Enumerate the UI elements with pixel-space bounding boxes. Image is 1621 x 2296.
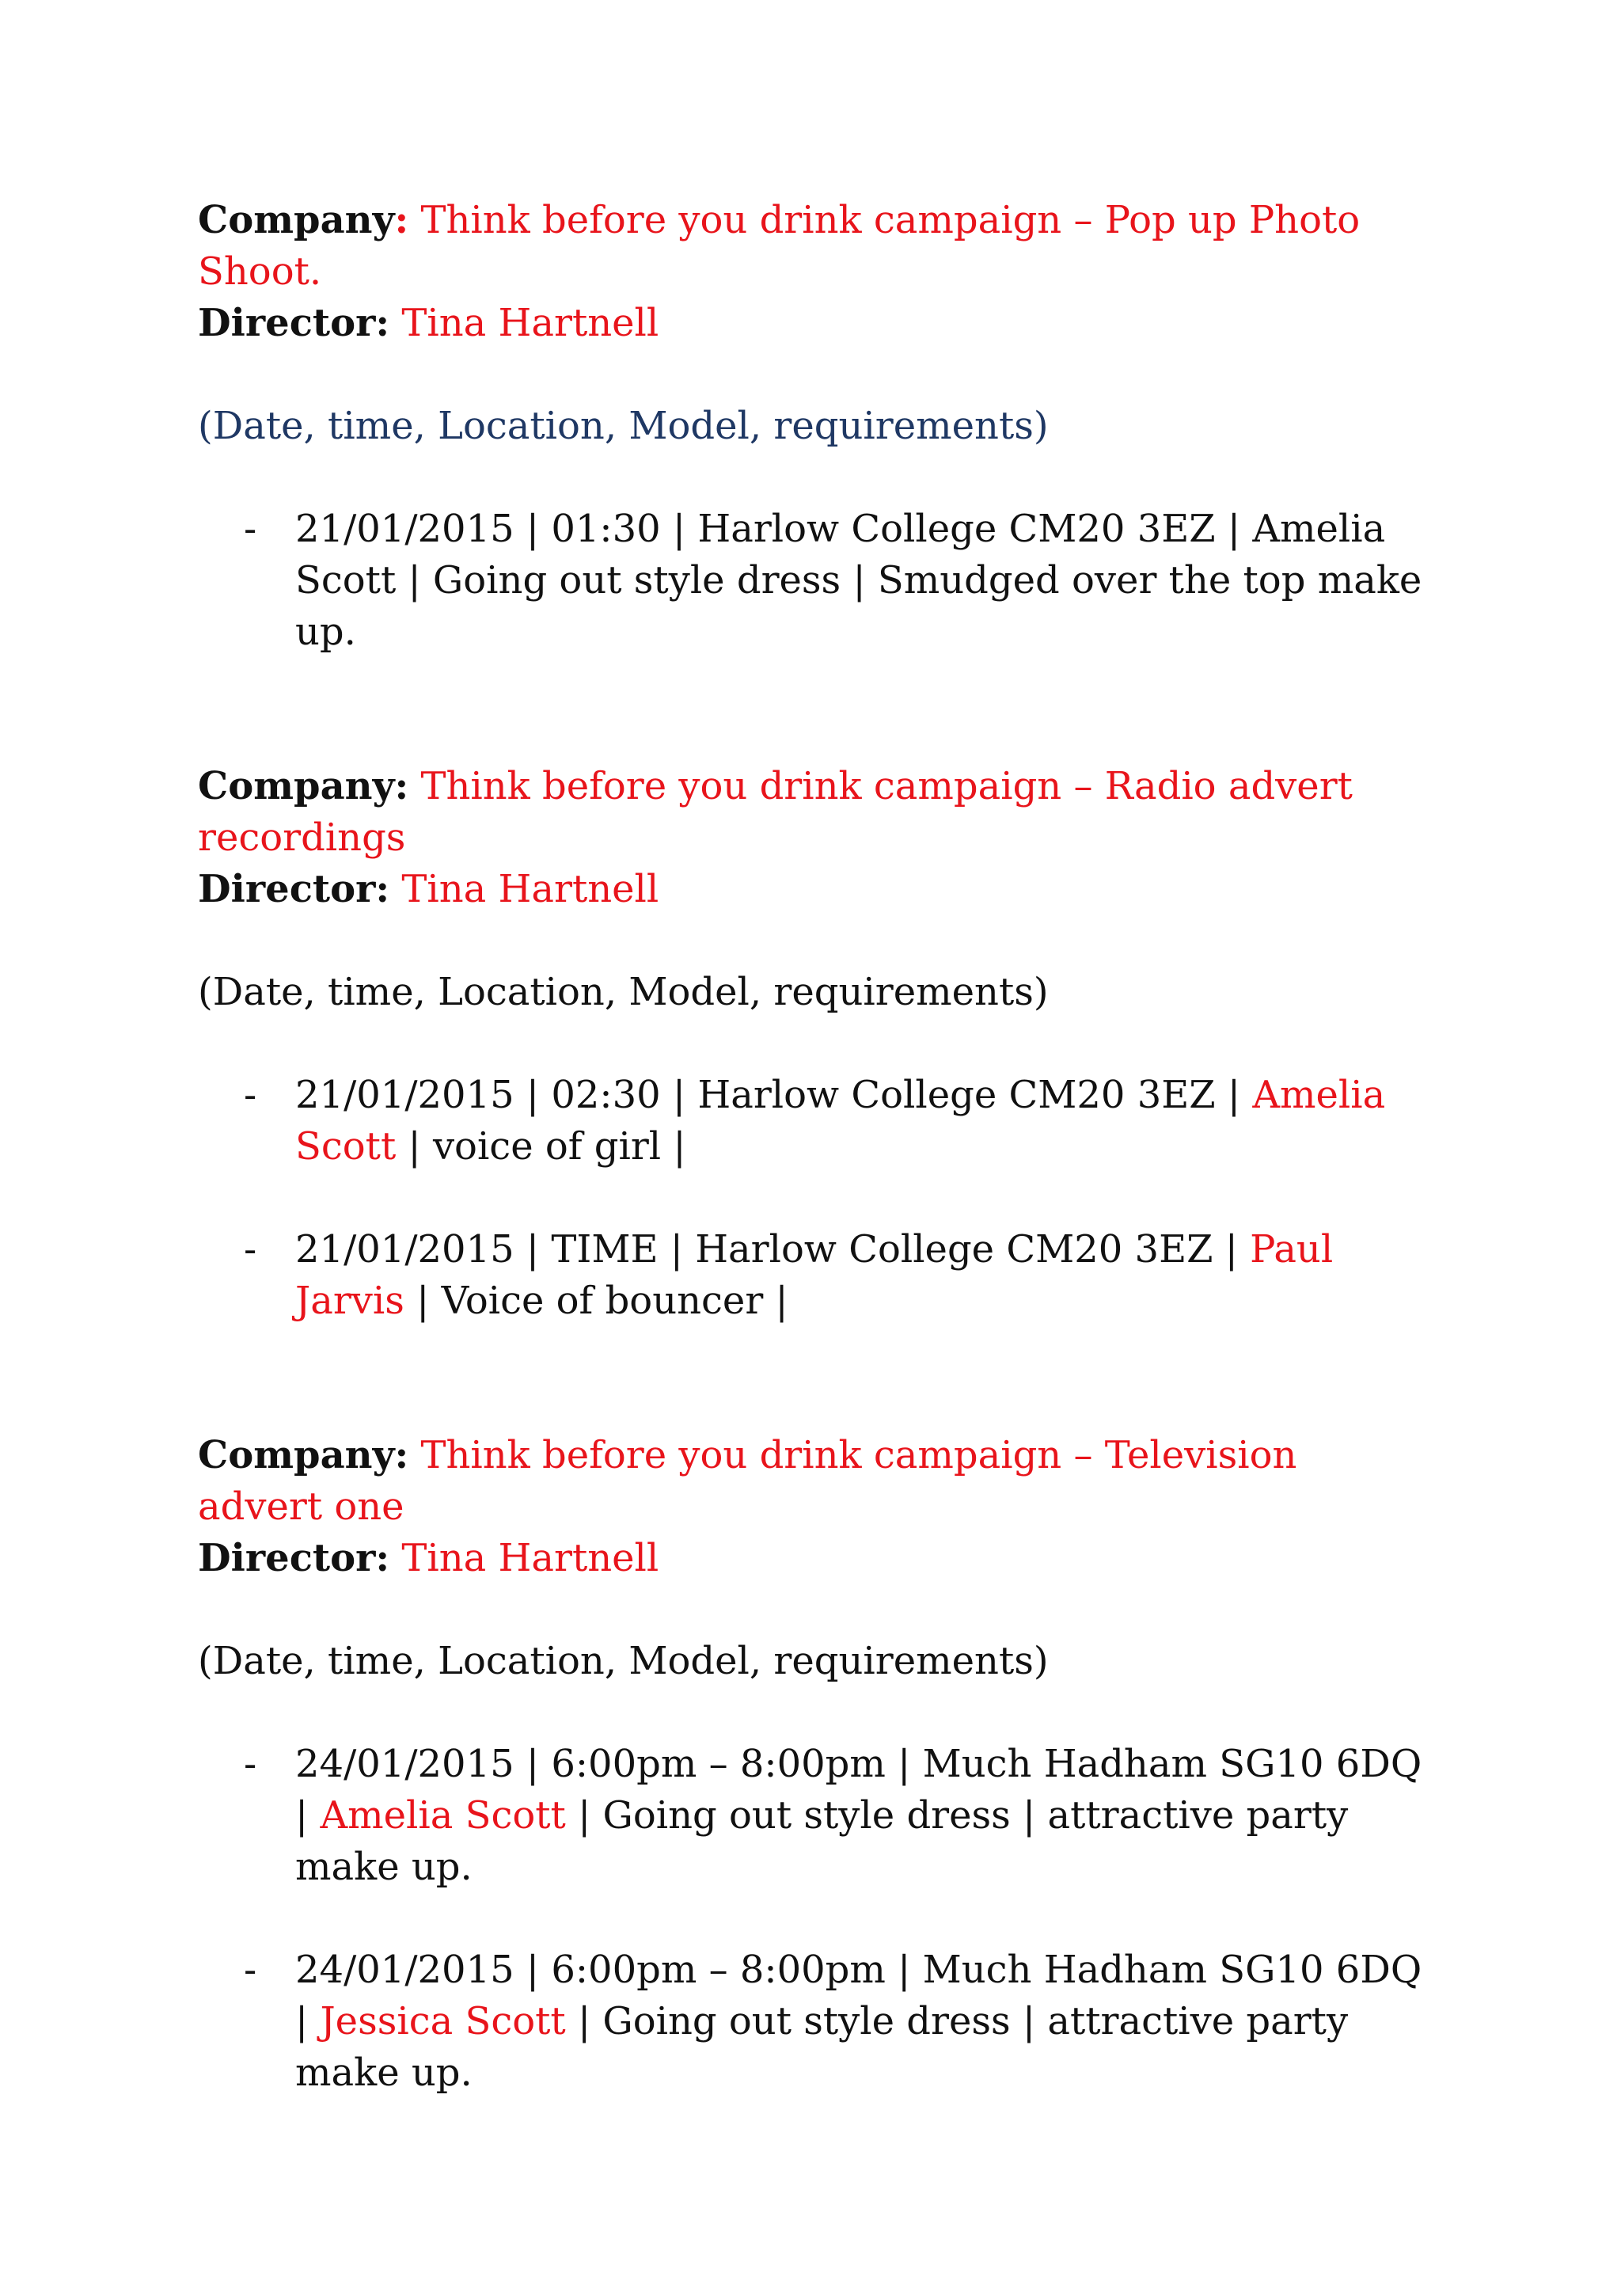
director-label: Director: <box>198 1536 390 1580</box>
list-item <box>198 1944 1433 2099</box>
director-line <box>198 298 1433 349</box>
entry-text: 24/01/2015 | 6:00pm – 8:00pm | Much Hadham SG10 6DQ | <box>295 1742 1422 1838</box>
list-dash: - <box>244 1742 257 1786</box>
list-dash: - <box>244 507 257 551</box>
list-item <box>198 1224 1433 1327</box>
company-line <box>198 195 1433 298</box>
document-body <box>198 195 1433 2099</box>
booking-section <box>198 195 1433 658</box>
director-line <box>198 864 1433 915</box>
list-item <box>198 1739 1433 1893</box>
company-value: Think before you drink campaign – Pop up Photo Shoot. <box>198 198 1361 294</box>
company-line <box>198 1430 1433 1533</box>
company-line <box>198 761 1433 864</box>
director-value: Tina Hartnell <box>389 867 659 911</box>
entry-text: 21/01/2015 | TIME | Harlow College CM20 3EZ | <box>295 1227 1251 1272</box>
fields-note: (Date, time, Location, Model, requirements) <box>198 1639 1049 1683</box>
entry-text: 21/01/2015 | 01:30 | Harlow College CM20 3EZ | Amelia Scott | Going out style dress | Smudged over the top make up. <box>295 507 1422 654</box>
company-value: Think before you drink campaign – Television advert one <box>198 1433 1297 1529</box>
company-value: Think before you drink campaign – Radio advert recordings <box>198 764 1353 860</box>
list-dash: - <box>244 1948 257 1992</box>
booking-section <box>198 761 1433 1327</box>
company-colon: : <box>394 198 409 242</box>
entry-text: 24/01/2015 | 6:00pm – 8:00pm | Much Hadham SG10 6DQ | <box>295 1948 1422 2043</box>
model-name: Jessica Scott <box>320 1999 566 2043</box>
fields-note: (Date, time, Location, Model, requirements) <box>198 970 1049 1014</box>
entry-requirements: | Going out style dress | attractive party make up. <box>295 1793 1349 1889</box>
entry-requirements: | Voice of bouncer | <box>404 1279 788 1323</box>
entry-list <box>198 1739 1433 2099</box>
company-label: Company <box>198 198 395 242</box>
model-name: Amelia Scott <box>295 1073 1386 1169</box>
list-item <box>198 504 1433 658</box>
company-label: Company: <box>198 1433 409 1477</box>
model-name: Amelia Scott <box>320 1793 566 1838</box>
entry-list <box>198 1070 1433 1327</box>
list-dash: - <box>244 1227 257 1272</box>
company-label: Company: <box>198 764 409 808</box>
fields-note: (Date, time, Location, Model, requirements) <box>198 404 1049 448</box>
model-name: Paul Jarvis <box>295 1227 1334 1323</box>
entry-text: 21/01/2015 | 02:30 | Harlow College CM20 3EZ | <box>295 1073 1253 1117</box>
booking-section <box>198 1430 1433 2099</box>
list-dash: - <box>244 1073 257 1117</box>
director-value: Tina Hartnell <box>389 1536 659 1580</box>
director-label: Director: <box>198 301 390 345</box>
entry-requirements: | Going out style dress | attractive party make up. <box>295 1999 1349 2095</box>
director-line <box>198 1533 1433 1584</box>
entry-list <box>198 504 1433 658</box>
director-label: Director: <box>198 867 390 911</box>
list-item <box>198 1070 1433 1173</box>
entry-requirements: | voice of girl | <box>396 1124 686 1169</box>
director-value: Tina Hartnell <box>389 301 659 345</box>
